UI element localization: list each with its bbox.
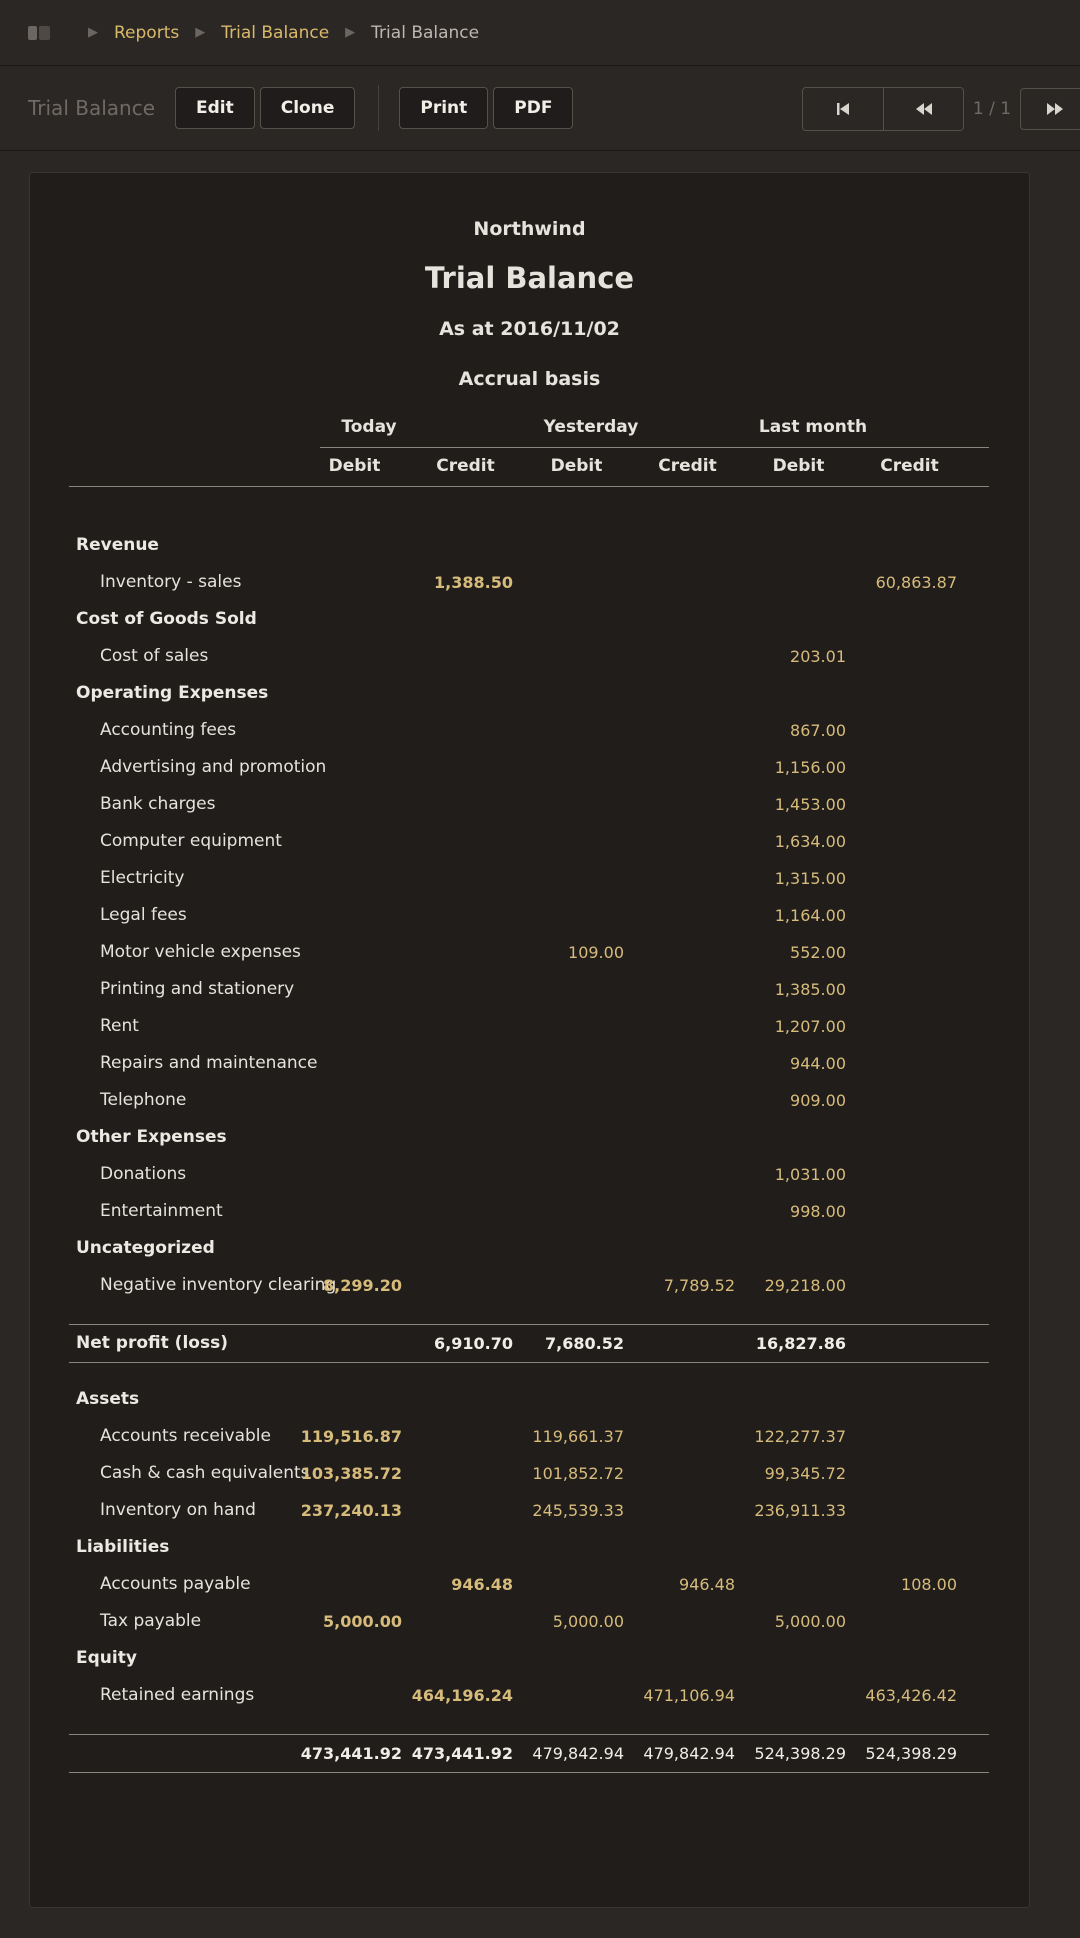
section-row <box>30 1230 1029 1267</box>
totals-row <box>30 1735 1029 1772</box>
amount-link[interactable]: 1,315.00 <box>774 869 846 888</box>
amount-link[interactable]: 119,516.87 <box>300 1427 402 1446</box>
account-row <box>30 564 1029 601</box>
amount-link[interactable]: 237,240.13 <box>300 1501 402 1520</box>
toolbar <box>0 66 1080 151</box>
total-amount: 524,398.29 <box>754 1744 846 1763</box>
next-page-button[interactable] <box>1020 88 1080 130</box>
amount-link[interactable]: 867.00 <box>790 721 846 740</box>
account-row <box>30 1603 1029 1640</box>
account-row <box>30 1455 1029 1492</box>
amount-link[interactable]: 1,156.00 <box>774 758 846 777</box>
amount-link[interactable]: 108.00 <box>901 1575 957 1594</box>
account-row <box>30 638 1029 675</box>
amount-link[interactable]: 944.00 <box>790 1054 846 1073</box>
column-header: Credit <box>658 456 717 476</box>
print-button[interactable]: Print <box>399 87 488 129</box>
account-row <box>30 1008 1029 1045</box>
account-row <box>30 971 1029 1008</box>
clone-button[interactable]: Clone <box>260 87 356 129</box>
account-label[interactable]: Negative inventory clearing <box>100 1275 337 1295</box>
triangle-right-icon: ▶ <box>345 25 356 40</box>
amount-link[interactable]: 99,345.72 <box>764 1464 846 1483</box>
account-row <box>30 786 1029 823</box>
account-label[interactable]: Rent <box>100 1016 139 1036</box>
amount-link[interactable]: 236,911.33 <box>754 1501 846 1520</box>
amount-link[interactable]: 5,000.00 <box>552 1612 624 1631</box>
pdf-button[interactable]: PDF <box>493 87 573 129</box>
pager-back-group <box>802 87 964 131</box>
amount-link[interactable]: 109.00 <box>568 943 624 962</box>
section-label: Other Expenses <box>76 1127 227 1147</box>
toolbar-title: Trial Balance <box>28 96 155 120</box>
net-profit-amount: 6,910.70 <box>434 1334 513 1353</box>
account-label[interactable]: Tax payable <box>100 1611 202 1631</box>
report-title: Trial Balance <box>424 261 635 295</box>
triangle-right-icon: ▶ <box>195 25 206 40</box>
section-label: Equity <box>76 1648 137 1668</box>
account-row <box>30 823 1029 860</box>
skip-first-icon <box>836 102 850 116</box>
column-header: Debit <box>550 456 603 476</box>
amount-link[interactable]: 946.48 <box>451 1575 513 1594</box>
section-label: Liabilities <box>76 1537 170 1557</box>
account-row <box>30 1492 1029 1529</box>
triangle-right-icon: ▶ <box>88 25 98 40</box>
account-label[interactable]: Donations <box>100 1164 187 1184</box>
section-row <box>30 675 1029 712</box>
net-profit-label: Net profit (loss) <box>76 1333 228 1353</box>
section-row <box>30 1529 1029 1566</box>
section-row <box>30 527 1029 564</box>
account-label[interactable]: Electricity <box>100 868 185 888</box>
first-page-button[interactable] <box>803 88 883 130</box>
breadcrumb-current: Trial Balance <box>371 22 480 43</box>
totals-bottom-rule <box>69 1772 989 1773</box>
section-row <box>30 1381 1029 1418</box>
account-row <box>30 1677 1029 1714</box>
account-row <box>30 934 1029 971</box>
column-header: Credit <box>436 456 495 476</box>
report-basis: Accrual basis <box>458 368 601 390</box>
account-row <box>30 712 1029 749</box>
amount-link[interactable]: 101,852.72 <box>532 1464 624 1483</box>
breadcrumb-trial-balance[interactable]: Trial Balance <box>221 22 330 43</box>
net-profit-amount: 7,680.52 <box>545 1334 624 1353</box>
account-row <box>30 1566 1029 1603</box>
amount-link[interactable]: 103,385.72 <box>300 1464 402 1483</box>
amount-link[interactable]: 5,000.00 <box>774 1612 846 1631</box>
account-row <box>30 1193 1029 1230</box>
account-label[interactable]: Bank charges <box>100 794 216 814</box>
account-label[interactable]: Repairs and maintenance <box>100 1053 318 1073</box>
account-label[interactable]: Cost of sales <box>100 646 209 666</box>
amount-link[interactable]: 60,863.87 <box>875 573 957 592</box>
amount-link[interactable]: 245,539.33 <box>532 1501 624 1520</box>
sidebar-toggle-icon[interactable] <box>28 26 50 40</box>
toolbar-divider <box>378 85 379 131</box>
report-company: Northwind <box>473 218 586 240</box>
column-header: Credit <box>880 456 939 476</box>
total-amount: 473,441.92 <box>300 1744 402 1763</box>
column-header: Debit <box>328 456 381 476</box>
account-label[interactable]: Retained earnings <box>100 1685 255 1705</box>
account-label[interactable]: Motor vehicle expenses <box>100 942 301 962</box>
amount-link[interactable]: 552.00 <box>790 943 846 962</box>
account-label[interactable]: Inventory - sales <box>100 572 242 592</box>
account-row <box>30 1082 1029 1119</box>
account-row <box>30 749 1029 786</box>
account-label[interactable]: Computer equipment <box>100 831 282 851</box>
account-row <box>30 1045 1029 1082</box>
section-label: Operating Expenses <box>76 683 269 703</box>
account-row <box>30 1267 1029 1304</box>
amount-link[interactable]: 119,661.37 <box>532 1427 624 1446</box>
section-label: Revenue <box>76 535 159 555</box>
section-label: Assets <box>76 1389 140 1409</box>
breadcrumb <box>0 0 1080 66</box>
group-header-rule <box>320 447 989 448</box>
account-row <box>30 1418 1029 1455</box>
amount-link[interactable]: 8,299.20 <box>323 1276 402 1295</box>
total-amount: 473,441.92 <box>411 1744 513 1763</box>
rewind-icon <box>915 102 933 116</box>
amount-link[interactable]: 203.01 <box>790 647 846 666</box>
account-label[interactable]: Accounts receivable <box>100 1426 271 1446</box>
page-indicator: 1 / 1 <box>972 99 1012 119</box>
amount-link[interactable]: 1,388.50 <box>434 573 513 592</box>
amount-link[interactable]: 1,385.00 <box>774 980 846 999</box>
edit-button[interactable]: Edit <box>175 87 255 129</box>
section-label: Cost of Goods Sold <box>76 609 257 629</box>
amount-link[interactable]: 1,164.00 <box>774 906 846 925</box>
column-header-rule <box>69 486 989 487</box>
column-header: Debit <box>772 456 825 476</box>
column-group-header: Today <box>341 417 397 437</box>
fast-forward-icon <box>1046 102 1064 116</box>
net-profit-bottom-rule <box>69 1362 989 1363</box>
previous-page-button[interactable] <box>883 88 963 130</box>
amount-link[interactable]: 122,277.37 <box>754 1427 846 1446</box>
section-row <box>30 1640 1029 1677</box>
amount-link[interactable]: 909.00 <box>790 1091 846 1110</box>
total-amount: 479,842.94 <box>643 1744 735 1763</box>
total-amount: 479,842.94 <box>532 1744 624 1763</box>
account-row <box>30 897 1029 934</box>
net-profit-amount: 16,827.86 <box>755 1334 846 1353</box>
amount-link[interactable]: 998.00 <box>790 1202 846 1221</box>
section-row <box>30 1119 1029 1156</box>
pagination <box>802 87 1080 131</box>
amount-link[interactable]: 5,000.00 <box>323 1612 402 1631</box>
account-row <box>30 1156 1029 1193</box>
amount-link[interactable]: 1,453.00 <box>774 795 846 814</box>
account-label[interactable]: Entertainment <box>100 1201 223 1221</box>
amount-link[interactable]: 946.48 <box>679 1575 735 1594</box>
report-date: As at 2016/11/02 <box>439 318 620 340</box>
total-amount: 524,398.29 <box>865 1744 957 1763</box>
amount-link[interactable]: 29,218.00 <box>764 1276 846 1295</box>
amount-link[interactable]: 7,789.52 <box>663 1276 735 1295</box>
column-group-header: Yesterday <box>543 417 639 437</box>
column-group-header: Last month <box>758 417 868 437</box>
amount-link[interactable]: 471,106.94 <box>643 1686 735 1705</box>
amount-link[interactable]: 463,426.42 <box>865 1686 957 1705</box>
breadcrumb-reports[interactable]: Reports <box>114 22 180 43</box>
amount-link[interactable]: 1,207.00 <box>774 1017 846 1036</box>
net-profit-row <box>30 1325 1029 1362</box>
account-row <box>30 860 1029 897</box>
account-label[interactable]: Telephone <box>100 1090 187 1110</box>
account-label[interactable]: Cash & cash equivalents <box>100 1463 310 1483</box>
account-label[interactable]: Inventory on hand <box>100 1500 256 1520</box>
account-label[interactable]: Legal fees <box>100 905 187 925</box>
report-card <box>29 172 1030 1908</box>
amount-link[interactable]: 1,031.00 <box>774 1165 846 1184</box>
account-label[interactable]: Advertising and promotion <box>100 757 327 777</box>
account-label[interactable]: Printing and stationery <box>100 979 295 999</box>
account-label[interactable]: Accounts payable <box>100 1574 251 1594</box>
amount-link[interactable]: 464,196.24 <box>411 1686 513 1705</box>
amount-link[interactable]: 1,634.00 <box>774 832 846 851</box>
account-label[interactable]: Accounting fees <box>100 720 237 740</box>
section-label: Uncategorized <box>76 1238 215 1258</box>
section-row <box>30 601 1029 638</box>
